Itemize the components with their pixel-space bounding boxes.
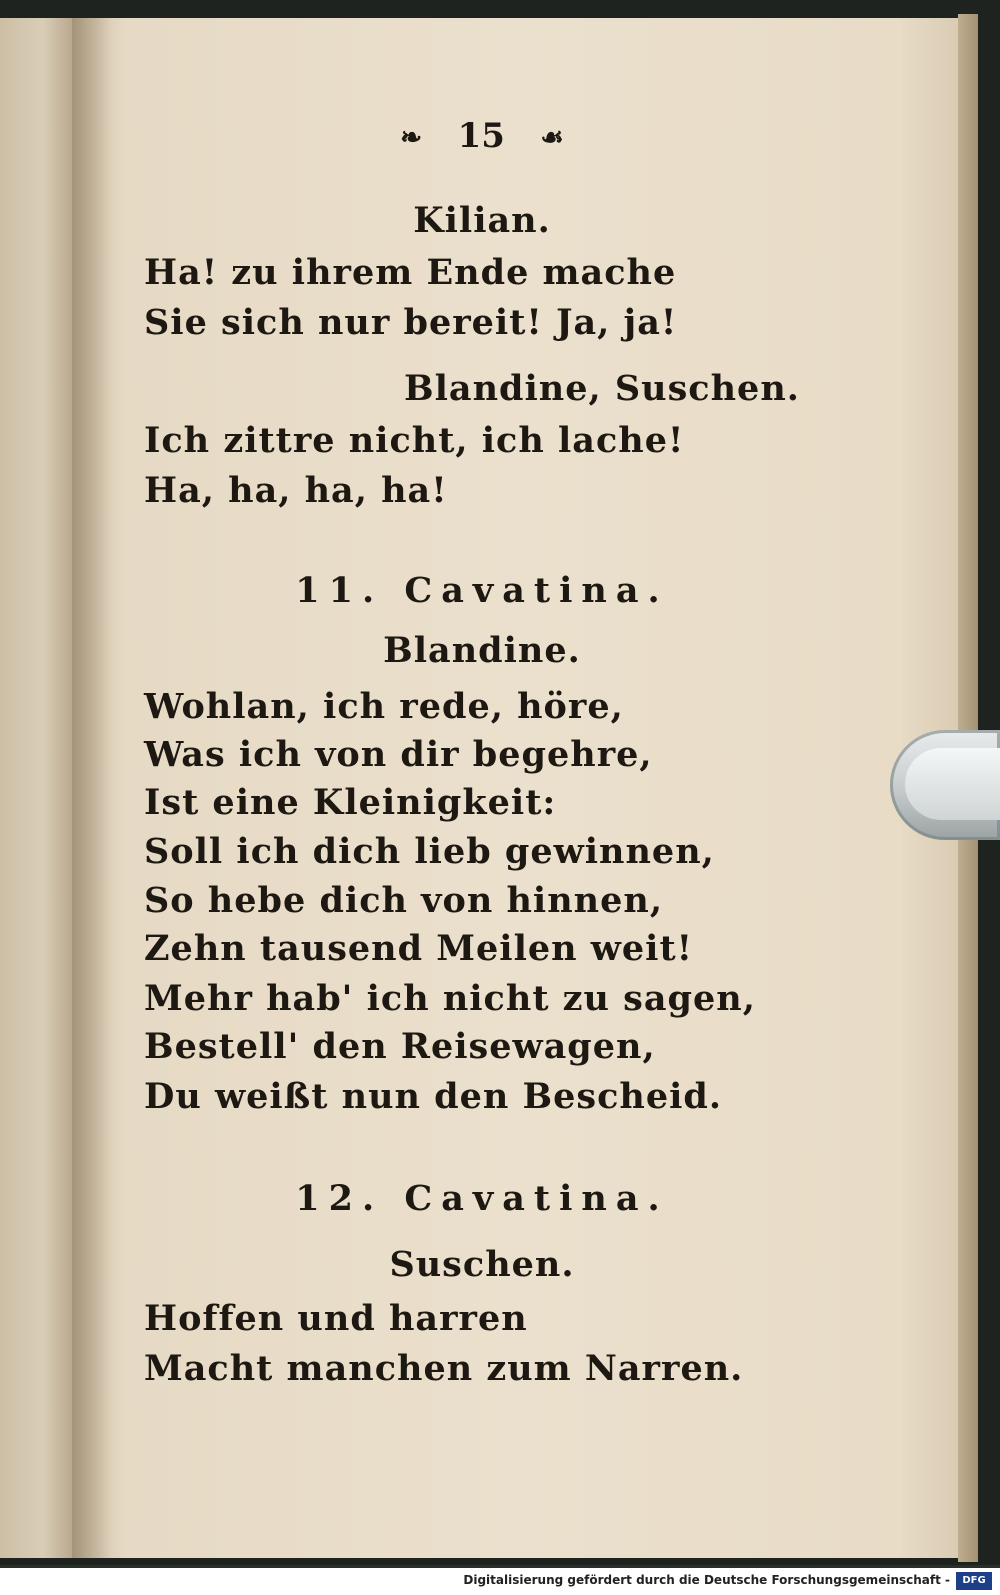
facing-page-edge (0, 18, 72, 1558)
verse-line: Wohlan, ich rede, höre, (144, 686, 624, 727)
verse-line: Hoffen und harren (144, 1298, 528, 1339)
verse-line: Ha! zu ihrem Ende mache (144, 252, 677, 293)
section-heading: 12. Cavatina. (295, 1178, 669, 1219)
verse-line: Zehn tausend Meilen weit! (144, 928, 693, 969)
verse-line: Bestell' den Reisewagen, (144, 1026, 656, 1067)
page-header (72, 116, 892, 156)
speaker-name: Blandine, Suschen. (404, 368, 800, 409)
verse-line: Ich zittre nicht, ich lache! (144, 420, 685, 461)
verse-line: Was ich von dir begehre, (144, 734, 653, 775)
verse-line: Macht manchen zum Narren. (144, 1348, 744, 1389)
footer-bar (0, 1568, 1000, 1595)
dfg-logo: DFG (956, 1572, 992, 1590)
speaker-name: Blandine. (383, 630, 581, 671)
page-number: 15 (457, 116, 505, 156)
verse-line: Sie sich nur bereit! Ja, ja! (144, 302, 678, 343)
funding-credit: Digitalisierung gefördert durch die Deutsche Forschungsgemeinschaft - (463, 1573, 950, 1587)
verse-line: Du weißt nun den Bescheid. (144, 1076, 723, 1117)
section-heading: 11. Cavatina. (295, 570, 669, 611)
speaker-name: Kilian. (413, 200, 551, 241)
verse-line: Ha, ha, ha, ha! (144, 470, 448, 511)
speaker-name: Suschen. (389, 1244, 575, 1285)
verse-line: Mehr hab' ich nicht zu sagen, (144, 978, 756, 1019)
page-text (72, 18, 970, 1558)
ornament-right-icon: ☙ (540, 123, 564, 153)
ornament-left-icon: ❧ (400, 123, 423, 153)
verse-line: Soll ich dich lieb gewinnen, (144, 831, 715, 872)
verse-line: Ist eine Kleinigkeit: (144, 782, 557, 823)
verse-line: So hebe dich von hinnen, (144, 880, 664, 921)
